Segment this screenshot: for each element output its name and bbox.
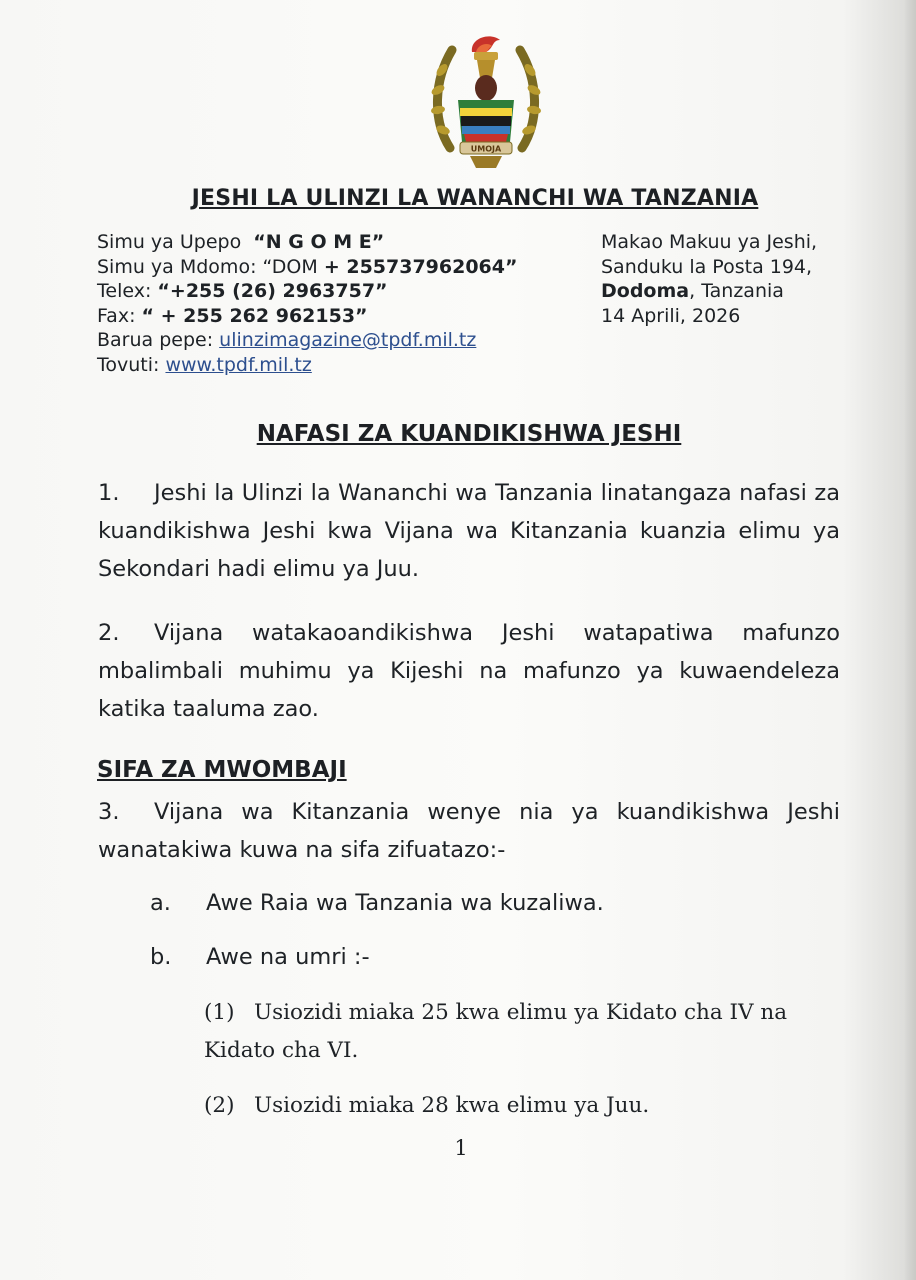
tpdf-emblem-icon xyxy=(430,30,542,170)
requirement-b: b. Awe na umri :- xyxy=(150,944,370,970)
radio-call-value: “N G O M E” xyxy=(253,231,385,253)
email-link[interactable]: ulinzimagazine@tpdf.mil.tz xyxy=(219,329,477,351)
page-number: 1 xyxy=(454,1136,468,1160)
requirement-a: a. Awe Raia wa Tanzania wa kuzaliwa. xyxy=(150,890,604,916)
address-block xyxy=(601,230,817,328)
paragraph-2: 2. Vijana watakaoandikishwa Jeshi watapatiwa mafunzo mbalimbali muhimu ya Kijeshi na mafunzo ya kuwaendeleza katika taaluma zao. xyxy=(98,620,840,722)
fax-row: Fax: “ + 255 262 962153” xyxy=(97,304,368,327)
paragraph-1: 1. Jeshi la Ulinzi la Wananchi wa Tanzania linatangaza nafasi za kuandikishwa Jeshi kwa Vijana wa Kitanzania kuanzia elimu ya Sekondari hadi elimu ya Juu. xyxy=(98,480,840,582)
document-date: 14 Aprili, 2026 xyxy=(601,304,741,327)
radio-call-row: Simu ya Upepo “N G O M E” xyxy=(97,231,385,253)
website-link[interactable]: www.tpdf.mil.tz xyxy=(165,353,312,376)
age-limit-1: (1) Usiozidi miaka 25 kwa elimu ya Kidato cha IV na Kidato cha VI. xyxy=(204,1000,788,1063)
page-edge-shadow xyxy=(904,0,916,1280)
email-row: Barua pepe: ulinzimagazine@tpdf.mil.tz xyxy=(97,329,477,351)
organization-title: JESHI LA ULINZI LA WANANCHI WA TANZANIA xyxy=(191,186,759,211)
telex-row: Telex: “+255 (26) 2963757” xyxy=(97,280,388,302)
phone-row: Simu ya Mdomo: “DOM + 255737962064” xyxy=(97,255,518,278)
address-city: Dodoma, Tanzania xyxy=(601,280,784,302)
fax-value: “ + 255 262 962153” xyxy=(141,304,368,327)
requirements-title: SIFA ZA MWOMBAJI xyxy=(97,757,347,783)
telex-value: “+255 (26) 2963757” xyxy=(157,280,388,302)
section-title: NAFASI ZA KUANDIKISHWA JESHI xyxy=(256,421,682,447)
address-line-2: Sanduku la Posta 194, xyxy=(601,255,813,278)
emblem-motto: UMOJA xyxy=(470,144,502,154)
contact-details xyxy=(97,230,517,377)
age-limit-2: (2) Usiozidi miaka 28 kwa elimu ya Juu. xyxy=(204,1093,650,1118)
website-row: Tovuti: www.tpdf.mil.tz xyxy=(97,353,312,376)
address-line-1: Makao Makuu ya Jeshi, xyxy=(601,231,818,253)
phone-value: + 255737962064” xyxy=(323,255,518,278)
paragraph-3: 3. Vijana wa Kitanzania wenye nia ya kuandikishwa Jeshi wanatakiwa kuwa na sifa zifuatazo:- xyxy=(98,799,840,863)
